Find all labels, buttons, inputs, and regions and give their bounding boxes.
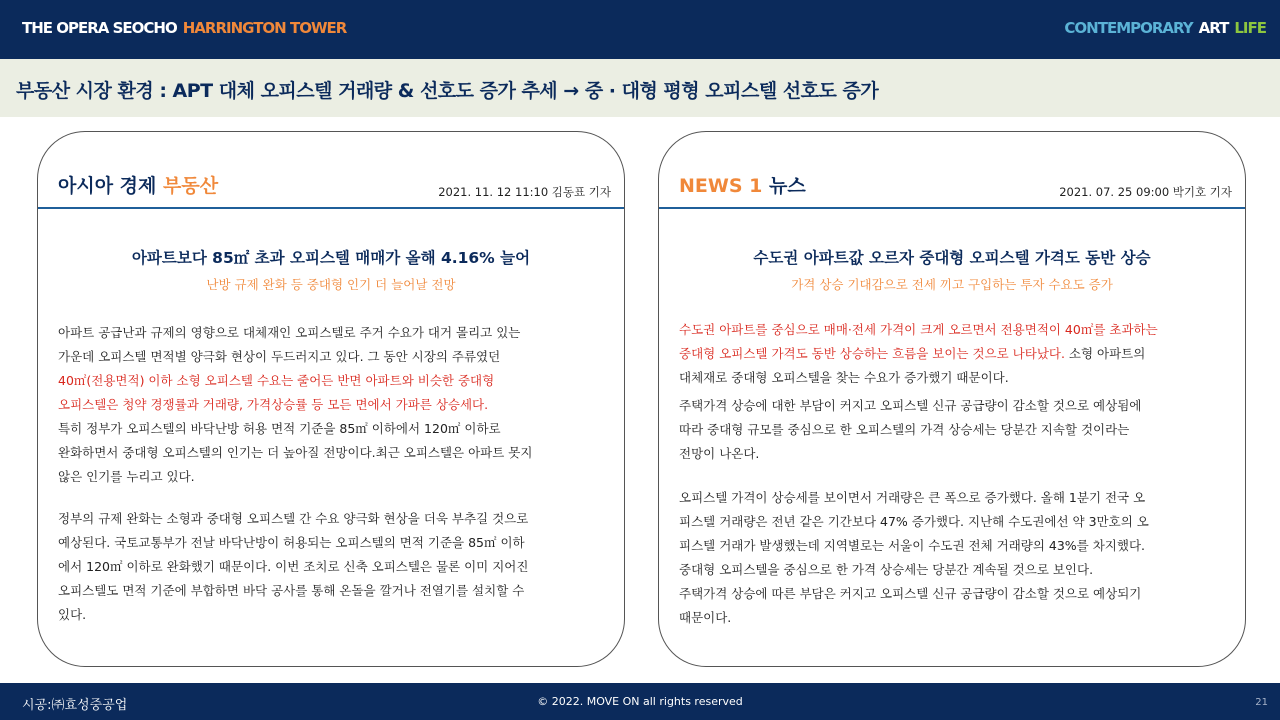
text-line: 가운데 오피스텔 면적별 양극화 현상이 두드러지고 있다. 그 동안 시장의 주류였던 [58, 349, 501, 364]
article-subtitle: 가격 상승 기대감으로 전세 끼고 구입하는 투자 수요도 증가 [791, 277, 1113, 292]
text-line: 주택가격 상승에 따른 부담은 커지고 오피스텔 신규 공급량이 감소할 것으로 예상되기 [679, 586, 1142, 601]
article-paragraph-2 [679, 394, 1209, 466]
text-line: 정부의 규제 완화는 소형과 중대형 오피스텔 간 수요 양극화 현상을 더욱 부추길 것으로 [58, 511, 529, 526]
top-bar [0, 0, 1280, 59]
article-paragraph-1 [58, 321, 588, 489]
text-line: 오피스텔도 면적 기준에 부합하면 바닥 공사를 통해 온돌을 깔거나 전열기를 설치할 수 [58, 583, 525, 598]
brand-name: THE OPERA SEOCHO [22, 19, 177, 37]
source-section: 부동산 [163, 175, 219, 197]
source-section: 뉴스 [768, 175, 806, 197]
highlight-line: 수도권 아파트를 중심으로 매매·전세 가격이 크게 오르면서 전용면적이 40㎡를 초과하는 [679, 322, 1158, 337]
builder-credit: 시공:㈜효성중공업 [22, 698, 128, 713]
news-source [58, 171, 218, 198]
text-line: 특히 정부가 오피스텔의 바닥난방 허용 면적 기준을 85㎡ 이하에서 120㎡ 이하로 [58, 421, 501, 436]
text-line: 에서 120㎡ 이하로 완화했기 때문이다. 이번 조치로 신축 오피스텔은 물론 이미 지어진 [58, 559, 529, 574]
article-paragraph-1 [679, 318, 1209, 390]
text-line: 오피스텔 가격이 상승세를 보이면서 거래량은 큰 폭으로 증가했다. 올해 1분기 전국 오 [679, 490, 1146, 505]
news-card-news1 [658, 131, 1246, 667]
highlight-line: 오피스텔은 청약 경쟁률과 거래량, 가격상승률 등 모든 면에서 가파른 상승세다. [58, 397, 489, 412]
text-line: 전망이 나온다. [679, 446, 760, 461]
page-title: 부동산 시장 환경 : APT 대체 오피스텔 거래량 & 선호도 증가 추세 → 중 · 대형 평형 오피스텔 선호도 증가 [16, 80, 879, 102]
article-paragraph-3 [679, 486, 1209, 630]
text-line: 대체재로 중대형 오피스텔을 찾는 수요가 증가했기 때문이다. [679, 370, 1009, 385]
text-line: 예상된다. 국토교통부가 전날 바닥난방이 허용되는 오피스텔의 면적 기준을 85㎡ 이하 [58, 535, 525, 550]
text-line: 완화하면서 중대형 오피스텔의 인기는 더 높아질 전망이다.최근 오피스텔은 아파트 못지 [58, 445, 533, 460]
article-title: 수도권 아파트값 오르자 중대형 오피스텔 가격도 동반 상승 [753, 249, 1151, 267]
tagline-contemporary: CONTEMPORARY [1064, 19, 1193, 37]
text-span: 소형 아파트의 [1064, 346, 1146, 361]
footer-bar [0, 683, 1280, 720]
text-line: 중대형 오피스텔을 중심으로 한 가격 상승세는 당분간 계속될 것으로 보인다. [679, 562, 1094, 577]
text-line: 아파트 공급난과 규제의 영향으로 대체재인 오피스텔로 주거 수요가 대거 몰리고 있는 [58, 325, 521, 340]
article-title: 아파트보다 85㎡ 초과 오피스텔 매매가 올해 4.16% 늘어 [131, 249, 531, 267]
article-meta: 2021. 07. 25 09:00 박기호 기자 [1059, 185, 1232, 199]
text-line: 피스텔 거래량은 전년 같은 기간보다 47% 증가했다. 지난해 수도권에선 약 3만호의 오 [679, 514, 1149, 529]
divider [659, 207, 1245, 209]
page-number: 21 [1255, 697, 1268, 708]
text-line: 따라 중대형 규모를 중심으로 한 오피스텔의 가격 상승세는 당분간 지속할 것이라는 [679, 422, 1130, 437]
source-name: NEWS 1 [679, 175, 763, 197]
news-source [679, 171, 806, 198]
article-paragraph-2 [58, 507, 588, 627]
tagline-art: ART [1198, 19, 1229, 37]
text-line: 있다. [58, 607, 87, 622]
tagline [1064, 19, 1266, 37]
text-line: 때문이다. [679, 610, 732, 625]
article-meta: 2021. 11. 12 11:10 김동표 기자 [438, 185, 611, 199]
brand-logo [22, 19, 346, 37]
text-line: 피스텔 거래가 발생했는데 지역별로는 서울이 수도권 전체 거래량의 43%를 차지했다. [679, 538, 1145, 553]
news-card-asia-economy [37, 131, 625, 667]
tagline-life: LIFE [1234, 19, 1266, 37]
text-line: 주택가격 상승에 대한 부담이 커지고 오피스텔 신규 공급량이 감소할 것으로 예상됨에 [679, 398, 1142, 413]
copyright-text: © 2022. MOVE ON all rights reserved [537, 695, 743, 708]
text-line [679, 342, 1209, 366]
headline-band [0, 59, 1280, 117]
source-name: 아시아 경제 [58, 175, 157, 197]
text-line: 않은 인기를 누리고 있다. [58, 469, 195, 484]
divider [38, 207, 624, 209]
highlight-line: 40㎡(전용면적) 이하 소형 오피스텔 수요는 줄어든 반면 아파트와 비슷한 중대형 [58, 373, 495, 388]
article-subtitle: 난방 규제 완화 등 중대형 인기 더 늘어날 전망 [206, 277, 456, 292]
brand-tower: HARRINGTON TOWER [182, 19, 347, 37]
highlight-text: 중대형 오피스텔 가격도 동반 상승하는 흐름을 보이는 것으로 나타났다. [679, 346, 1065, 361]
